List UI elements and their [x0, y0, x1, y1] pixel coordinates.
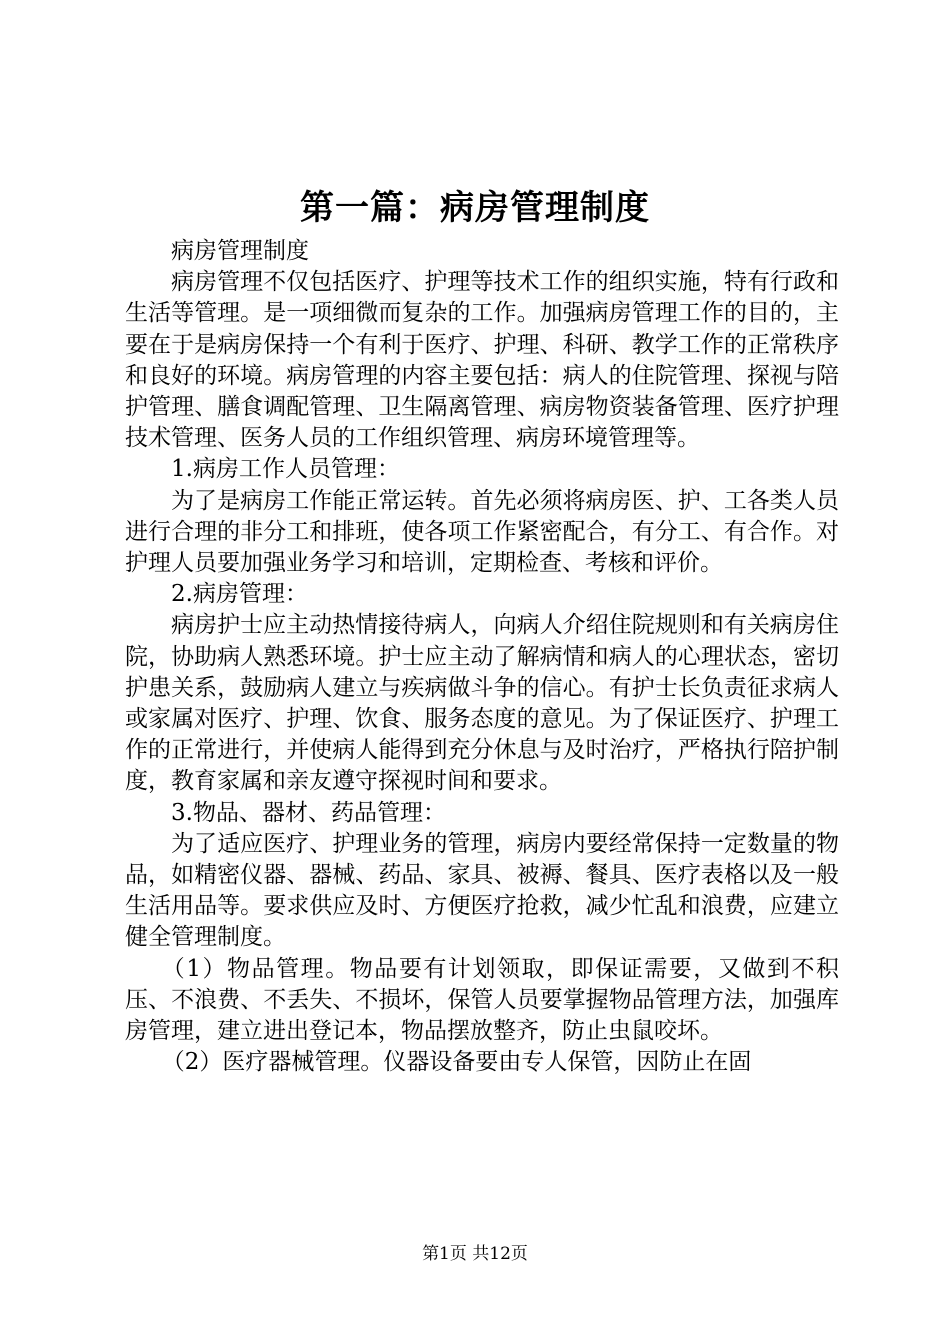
section-heading-2: 2.病房管理：	[171, 581, 308, 608]
paragraph-supplies: 为了适应医疗、护理业务的管理，病房内要经常保持一定数量的物品，如精密仪器、器械、药品、家具、被褥、餐具、医疗表格以及一般生活用品等。要求供应及时、方便医疗抢救，减少忙乱和浪费，应建立健全管理制度。	[125, 830, 839, 951]
paragraph-items: （1）物品管理。物品要有计划领取，即保证需要，又做到不积压、不浪费、不丢失、不损坏，保管人员要掌握物品管理方法，加强库房管理，建立进出登记本，物品摆放整齐，防止虫鼠咬坏。	[125, 955, 839, 1045]
paragraph-ward: 病房护士应主动热情接待病人，向病人介绍住院规则和有关病房住院，协助病人熟悉环境。护士应主动了解病情和病人的心理状态，密切护患关系，鼓励病人建立与疾病做斗争的信心。有护士长负责征求病人或家属对医疗、护理、饮食、服务态度的意见。为了保证医疗、护理工作的正常进行，并使病人能得到充分休息与及时治疗，严格执行陪护制度，教育家属和亲友遵守探视时间和要求。	[125, 612, 839, 795]
paragraph-staff: 为了是病房工作能正常运转。首先必须将病房医、护、工各类人员进行合理的非分工和排班，使各项工作紧密配合，有分工、有合作。对护理人员要加强业务学习和培训，定期检查、考核和评价。	[125, 487, 839, 577]
paragraph-intro: 病房管理不仅包括医疗、护理等技术工作的组织实施，特有行政和生活等管理。是一项细微而复杂的工作。加强病房管理工作的目的，主要在于是病房保持一个有利于医疗、护理、科研、教学工作的正常秩序和良好的环境。病房管理的内容主要包括：病人的住院管理、探视与陪护管理、膳食调配管理、卫生隔离管理、病房物资装备管理、医疗护理技术管理、医务人员的工作组织管理、病房环境管理等。	[125, 269, 839, 452]
paragraph-equipment: （2）医疗器械管理。仪器设备要由专人保管，因防止在固	[161, 1049, 752, 1076]
page-footer: 第1页 共12页	[422, 1244, 528, 1264]
paragraph-heading: 病房管理制度	[171, 238, 309, 264]
document-body	[125, 236, 839, 1078]
document-title: 第一篇：病房管理制度	[300, 188, 650, 228]
section-heading-3: 3.物品、器材、药品管理：	[171, 799, 446, 826]
section-heading-1: 1.病房工作人员管理：	[171, 456, 400, 483]
